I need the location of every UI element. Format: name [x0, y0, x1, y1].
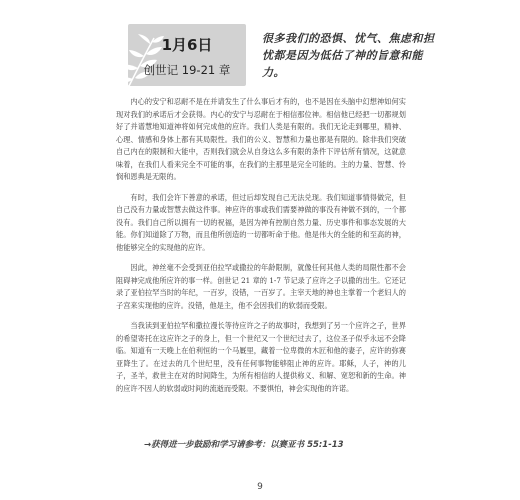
body-paragraph: 有时，我们会许下善意的承诺，但过后却发现自己无法兑现。我们知道事情得做完，但自己没有力量或智慧去做这件事。神应许的事或我们需要神做的事没有神做不到的，一个都没有。我们自己所以拥有一切的祝福，是因为神有控制自然力量、历史事件和事态发展的大能。你们知道除了万物，而且他所创造的一切都听命于他。他是伟大的全能的和至高的神，他能够完全的实现他的应许。 — [116, 192, 406, 252]
body-paragraph: 因此，神丝毫不会受到亚伯拉罕或撒拉的年龄限制，就像任何其他人类的局限性都不会阻碍神完成他所应许的事一样。创世记 21 章的 1-7 节记录了应许之子以撒的出生。它还记录了亚伯拉罕当时的年纪，一百岁，没错，一百岁了。主宰天地的神也主掌着一个老妇人的子宫来实现他的应许。没错，他是主，他不会因我们的软弱而受限。 — [116, 263, 406, 310]
further-reading: →获得进一步鼓励和学习请参考：以赛亚书 55:1-13 — [144, 440, 344, 450]
devotional-body — [116, 96, 406, 403]
devotional-date: 1月6日 — [161, 36, 213, 54]
header-quote: 很多我们的恐惧、忧气、焦虑和担忧都是因为低估了神的旨意和能力。 — [262, 32, 435, 79]
scripture-reference: 创世记 19-21 章 — [143, 63, 231, 77]
page-number: 9 — [257, 482, 263, 492]
date-header-box — [128, 24, 246, 86]
body-paragraph: 当我读到亚伯拉罕和撒拉漫长等待应许之子的故事时，我想到了另一个应许之子，世界的希望寄托在这应许之子的身上，但一个世纪又一个世纪过去了，这位圣子似乎永远不会降临。知道有一天晚上在伯利恒的一个马厩里，藏着一位卑微的木匠和他的妻子，应许的弥赛亚降生了。在过去的几个世纪里，没有任何事物能够阻止神的应许。耶稣，人子，神的儿子，圣羊，救世主在对的时间降生，为所有相信的人提供称义、和解、宽恕和新的生命。神的应许不因人的软弱或时间的流逝而受限。不要惧怕，神会实现他的许诺。 — [116, 321, 406, 393]
body-paragraph: 内心的安宁和忍耐不是在并请发生了什么事后才有的，也不是因在头脑中幻想神如何实现对我们的承诺后才会获得。内心的安宁与忍耐在于相信那位神。相信他已经把一切都规划好了并谱慧地知道神将如何完成他的应许。我们人类是有限的。我们无论走到哪里，精神、心理、情感和身体上都有其局限性。我们的公义、智慧和力量也都是有限的。除非我们突破自己内在的限制和大能中，否则我们就会从自身这么多有限的条件下评估所有情况，这就意味着，在我们人看来完全不可能的事，在我们的主那里是完全可能的。主的力量、智慧、怜悯和恩典是无限的。 — [116, 97, 406, 181]
